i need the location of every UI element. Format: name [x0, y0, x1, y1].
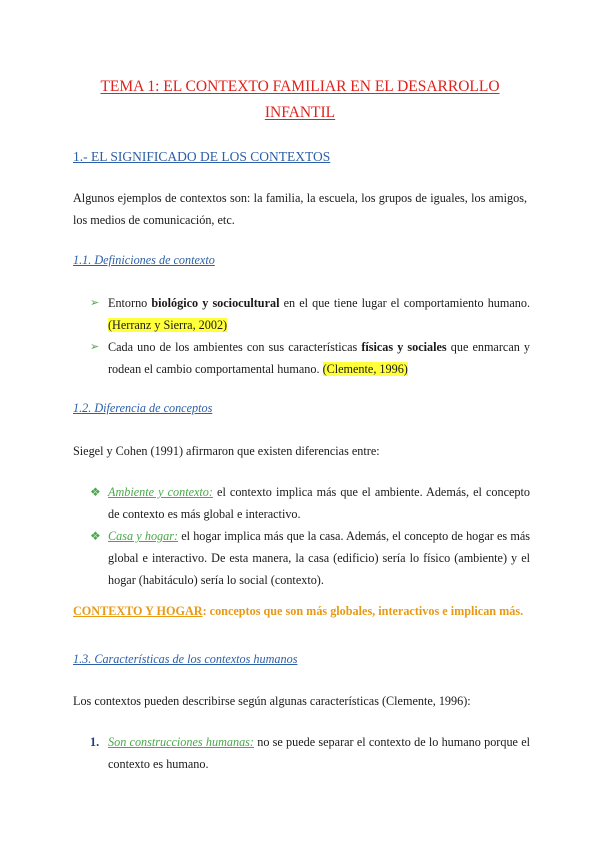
definition-item	[90, 336, 530, 380]
difference-item	[90, 525, 530, 591]
characteristic-text: no se puede separar el contexto de lo humano porque el contexto es humano.	[108, 735, 530, 771]
summary-line	[73, 604, 523, 619]
title-line-1: TEMA 1: EL CONTEXTO FAMILIAR EN EL DESARROLLO	[100, 78, 500, 95]
subsection-1-1-heading: 1.1. Definiciones de contexto	[73, 253, 215, 267]
definition-text: que enmarcan y rodean el cambio comportamental humano.	[108, 340, 530, 376]
document-title	[60, 74, 540, 126]
difference-term: Ambiente y contexto:	[108, 485, 213, 499]
differences-list	[90, 481, 530, 591]
definition-bold: biológico y sociocultural	[151, 296, 280, 310]
summary-text: : conceptos que son más globales, interactivos e implican más.	[202, 604, 524, 618]
definition-item	[90, 292, 530, 336]
subsection-1-2-heading: 1.2. Diferencia de conceptos	[73, 401, 213, 415]
characteristic-item	[90, 731, 530, 775]
summary-label: CONTEXTO Y HOGAR	[73, 604, 203, 618]
subsection-1-3-heading: 1.3. Características de los contextos humanos	[73, 652, 298, 666]
characteristic-term: Son construcciones humanas:	[108, 735, 254, 749]
characteristics-list	[90, 731, 530, 775]
definition-text: Cada uno de los ambientes con sus características	[108, 340, 362, 354]
difference-text: el hogar implica más que la casa. Además, el concepto de hogar es más global e interactivo. De esta manera, la casa (edificio) sería lo físico (ambiente) y el hogar (habitáculo) sería lo social (contexto).	[108, 529, 530, 587]
item-number: 1.	[90, 735, 100, 749]
siegel-paragraph: Siegel y Cohen (1991) afirmaron que existen diferencias entre:	[73, 444, 380, 458]
difference-term: Casa y hogar:	[108, 529, 179, 543]
definition-bold: físicas y sociales	[361, 340, 447, 354]
citation-highlight: (Clemente, 1996)	[322, 362, 408, 376]
definitions-list	[90, 292, 530, 380]
title-line-2: INFANTIL	[264, 104, 336, 121]
characteristics-intro: Los contextos pueden describirse según algunas características (Clemente, 1996):	[73, 694, 471, 708]
arrow-bullet-icon: ➢	[90, 341, 100, 353]
arrow-bullet-icon: ➢	[90, 297, 100, 309]
diamond-bullet-icon: ❖	[90, 529, 101, 543]
section-1-heading: 1.- EL SIGNIFICADO DE LOS CONTEXTOS	[73, 149, 331, 164]
definition-text: Entorno	[108, 296, 152, 310]
citation-highlight: (Herranz y Sierra, 2002)	[108, 318, 228, 332]
intro-paragraph: Algunos ejemplos de contextos son: la familia, la escuela, los grupos de iguales, los amigos, los medios de comunicación, etc.	[73, 191, 527, 227]
diamond-bullet-icon: ❖	[90, 485, 101, 499]
difference-text: el contexto implica más que el ambiente. Además, el concepto de contexto es más global e interactivo.	[108, 485, 530, 521]
difference-item	[90, 481, 530, 525]
definition-text: en el que tiene lugar el comportamiento humano.	[279, 296, 531, 310]
